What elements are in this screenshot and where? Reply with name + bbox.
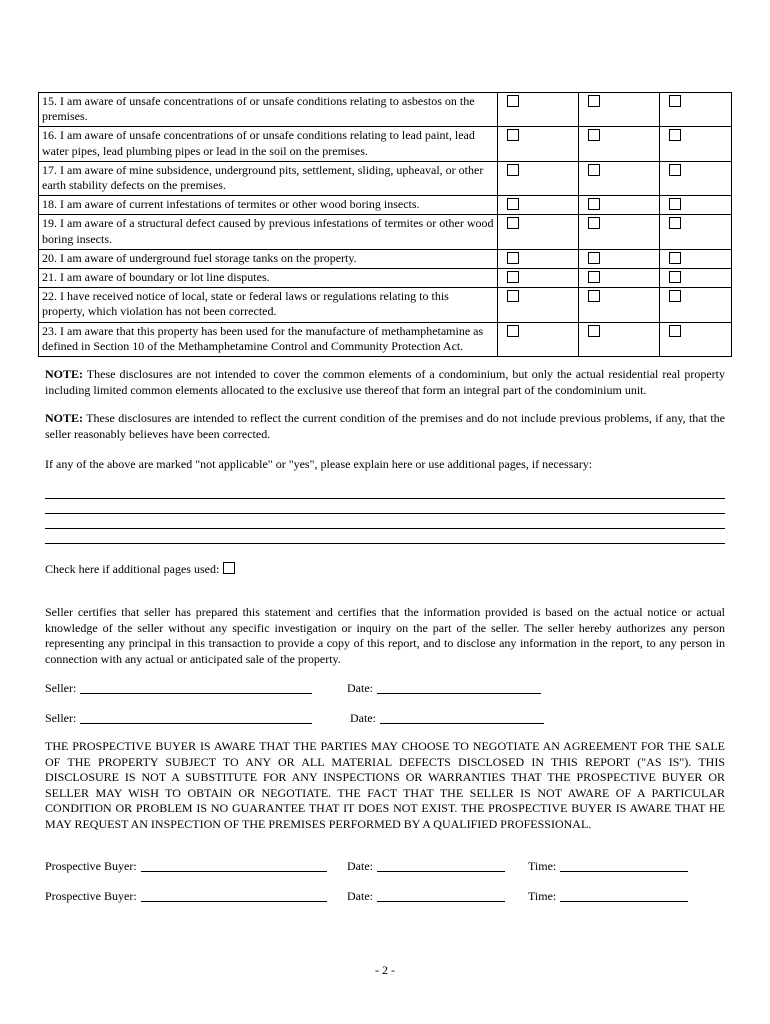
answer-cell-no xyxy=(579,288,660,322)
answer-cell-na xyxy=(660,215,732,249)
buyer-signature-field[interactable] xyxy=(141,890,327,902)
question-number: 23. xyxy=(42,323,57,338)
disclosure-row xyxy=(39,215,732,249)
buyer-time-field[interactable] xyxy=(560,860,688,872)
answer-checkbox-na[interactable] xyxy=(669,217,681,229)
answer-cell-yes xyxy=(498,196,579,215)
seller-certification: Seller certifies that seller has prepared this statement and certifies that the information provided is based on the actual notice or actual knowledge of the seller without any specific investigation or inquiry on the part of the seller. The seller hereby authorizes any person representing any principal in this transaction to provide a copy of this report, and to disclose any information in the report, to any person in connection with any actual or anticipated sale of the property. xyxy=(45,605,725,666)
buyer-label: Prospective Buyer: xyxy=(45,859,137,873)
answer-checkbox-yes[interactable] xyxy=(507,129,519,141)
answer-cell-yes xyxy=(498,215,579,249)
question-text: I am aware of unsafe concentrations of or unsafe conditions relating to lead paint, lead water pipes, lead plumbing pipes or lead in the soil on the premises. xyxy=(42,128,475,158)
answer-checkbox-na[interactable] xyxy=(669,198,681,210)
date-label: Date: xyxy=(350,711,376,725)
answer-checkbox-no[interactable] xyxy=(588,290,600,302)
answer-cell-na xyxy=(660,322,732,356)
explanation-line-1[interactable] xyxy=(45,498,725,499)
answer-cell-yes xyxy=(498,161,579,195)
disclosure-question xyxy=(39,215,498,249)
disclosure-row xyxy=(39,196,732,215)
disclosure-question xyxy=(39,196,498,215)
question-number: 16. xyxy=(42,128,57,143)
question-text: I am aware of a structural defect caused by previous infestations of termites or other wood boring insects. xyxy=(42,216,494,246)
answer-cell-na xyxy=(660,93,732,127)
answer-checkbox-yes[interactable] xyxy=(507,217,519,229)
answer-checkbox-yes[interactable] xyxy=(507,290,519,302)
seller-signature-field[interactable] xyxy=(80,682,312,694)
disclosure-row xyxy=(39,288,732,322)
additional-pages-row xyxy=(45,562,235,577)
question-number: 18. xyxy=(42,197,57,212)
answer-checkbox-na[interactable] xyxy=(669,290,681,302)
buyer-notice: THE PROSPECTIVE BUYER IS AWARE THAT THE PARTIES MAY CHOOSE TO NEGOTIATE AN AGREEMENT FOR THE SALE OF THE PROPERTY SUBJECT TO ANY OR ALL MATERIAL DEFECTS DISCLOSED IN THIS REPORT ("AS IS"). THIS DISCLOSURE IS NOT A SUBSTITUTE FOR ANY INSPECTIONS OR WARRANTIES THAT THE PROSPECTIVE BUYER OR SELLER MAY WISH TO OBTAIN OR NEGOTIATE. THE FACT THAT THE SELLER IS NOT AWARE OF A PARTICULAR CONDITION OR PROBLEM IS NO GUARANTEE THAT IT DOES NOT EXIST. THE PROSPECTIVE BUYER IS AWARE THAT HE MAY REQUEST AN INSPECTION OF THE PREMISES PERFORMED BY A QUALIFIED PROFESSIONAL. xyxy=(45,739,725,831)
question-text: I am aware of mine subsidence, underground pits, settlement, sliding, upheaval, or other earth stability defects on the premises. xyxy=(42,162,484,193)
question-text: I am aware that this property has been used for the manufacture of methamphetamine as defined in Section 10 of the Methamphetamine Control and Community Protection Act. xyxy=(42,323,484,353)
answer-checkbox-no[interactable] xyxy=(588,95,600,107)
answer-cell-na xyxy=(660,269,732,288)
disclosure-question xyxy=(39,322,498,356)
question-number: 22. xyxy=(42,289,57,304)
question-text: I am aware of current infestations of termites or other wood boring insects. xyxy=(60,197,420,212)
disclosure-row xyxy=(39,161,732,195)
time-label: Time: xyxy=(528,859,557,873)
date-label: Date: xyxy=(347,889,373,903)
buyer-time-row-2 xyxy=(528,889,688,904)
answer-checkbox-na[interactable] xyxy=(669,252,681,264)
question-text: I have received notice of local, state or federal laws or regulations relating to this property, which violation has not been corrected. xyxy=(42,289,449,319)
seller-label: Seller: xyxy=(45,681,77,695)
disclosure-question xyxy=(39,93,498,127)
buyer-date-row-2 xyxy=(347,889,505,904)
answer-cell-yes xyxy=(498,127,579,161)
seller-date-field[interactable] xyxy=(377,682,541,694)
answer-checkbox-yes[interactable] xyxy=(507,95,519,107)
disclosure-row xyxy=(39,93,732,127)
answer-checkbox-no[interactable] xyxy=(588,271,600,283)
answer-checkbox-yes[interactable] xyxy=(507,271,519,283)
question-text: I am aware of boundary or lot line disputes. xyxy=(60,270,270,285)
question-text: I am aware of underground fuel storage tanks on the property. xyxy=(60,250,357,265)
answer-checkbox-no[interactable] xyxy=(588,217,600,229)
seller-date-row-2 xyxy=(350,711,544,726)
buyer-signature-field[interactable] xyxy=(141,860,327,872)
answer-cell-yes xyxy=(498,288,579,322)
answer-checkbox-na[interactable] xyxy=(669,129,681,141)
answer-cell-no xyxy=(579,161,660,195)
answer-checkbox-na[interactable] xyxy=(669,164,681,176)
question-number: 21. xyxy=(42,270,57,285)
note-condominium: NOTE: These disclosures are not intended to cover the common elements of a condominium, but only the actual residential real property including limited common elements allocated to the exclusive use thereof that form an integral part of the condominium unit. xyxy=(45,367,725,397)
disclosure-row xyxy=(39,322,732,356)
answer-cell-na xyxy=(660,249,732,268)
time-label: Time: xyxy=(528,889,557,903)
answer-checkbox-no[interactable] xyxy=(588,129,600,141)
answer-cell-yes xyxy=(498,269,579,288)
disclosure-row xyxy=(39,249,732,268)
seller-label: Seller: xyxy=(45,711,77,725)
answer-cell-no xyxy=(579,93,660,127)
question-number: 20. xyxy=(42,250,57,265)
question-number: 15. xyxy=(42,94,57,108)
answer-cell-yes xyxy=(498,322,579,356)
buyer-time-row-1 xyxy=(528,859,688,874)
seller-signature-row-2 xyxy=(45,711,312,726)
answer-checkbox-no[interactable] xyxy=(588,252,600,264)
buyer-date-field[interactable] xyxy=(377,860,505,872)
question-number: 17. xyxy=(42,162,57,177)
buyer-date-field[interactable] xyxy=(377,890,505,902)
explanation-line-3[interactable] xyxy=(45,528,725,529)
answer-cell-no xyxy=(579,249,660,268)
buyer-signature-row-1 xyxy=(45,859,327,874)
answer-cell-no xyxy=(579,127,660,161)
answer-cell-no xyxy=(579,196,660,215)
additional-pages-checkbox[interactable] xyxy=(223,562,235,574)
answer-cell-na xyxy=(660,127,732,161)
question-text: I am aware of unsafe concentrations of or unsafe conditions relating to asbestos on the premises. xyxy=(42,94,475,124)
question-number: 19. xyxy=(42,216,57,231)
seller-signature-field[interactable] xyxy=(80,712,312,724)
answer-checkbox-no[interactable] xyxy=(588,325,600,337)
answer-checkbox-na[interactable] xyxy=(669,95,681,107)
page-number: - 2 - xyxy=(375,963,395,977)
answer-checkbox-yes[interactable] xyxy=(507,252,519,264)
disclosure-question xyxy=(39,127,498,161)
disclosure-question xyxy=(39,269,498,288)
explain-prompt: If any of the above are marked "not applicable" or "yes", please explain here or use additional pages, if necessary: xyxy=(45,457,593,471)
answer-cell-na xyxy=(660,161,732,195)
answer-checkbox-na[interactable] xyxy=(669,325,681,337)
buyer-signature-row-2 xyxy=(45,889,327,904)
note-current-condition: NOTE: These disclosures are intended to reflect the current condition of the premises and do not include previous problems, if any, that the seller reasonably believes have been corrected. xyxy=(45,411,725,441)
answer-cell-na xyxy=(660,196,732,215)
answer-checkbox-no[interactable] xyxy=(588,164,600,176)
seller-date-row-1 xyxy=(347,681,541,696)
answer-cell-yes xyxy=(498,93,579,127)
disclosure-question xyxy=(39,249,498,268)
disclosure-question xyxy=(39,288,498,322)
disclosure-table xyxy=(38,92,732,357)
seller-signature-row-1 xyxy=(45,681,312,696)
seller-date-field[interactable] xyxy=(380,712,544,724)
answer-cell-yes xyxy=(498,249,579,268)
buyer-date-row-1 xyxy=(347,859,505,874)
explanation-line-4[interactable] xyxy=(45,543,725,544)
answer-checkbox-no[interactable] xyxy=(588,198,600,210)
additional-pages-label: Check here if additional pages used: xyxy=(45,562,220,576)
date-label: Date: xyxy=(347,681,373,695)
disclosure-row xyxy=(39,269,732,288)
answer-checkbox-yes[interactable] xyxy=(507,325,519,337)
answer-cell-no xyxy=(579,215,660,249)
buyer-time-field[interactable] xyxy=(560,890,688,902)
answer-checkbox-na[interactable] xyxy=(669,271,681,283)
buyer-label: Prospective Buyer: xyxy=(45,889,137,903)
answer-cell-no xyxy=(579,322,660,356)
disclosure-row xyxy=(39,127,732,161)
disclosure-question xyxy=(39,161,498,195)
answer-cell-na xyxy=(660,288,732,322)
date-label: Date: xyxy=(347,859,373,873)
explanation-line-2[interactable] xyxy=(45,513,725,514)
answer-checkbox-yes[interactable] xyxy=(507,164,519,176)
answer-cell-no xyxy=(579,269,660,288)
answer-checkbox-yes[interactable] xyxy=(507,198,519,210)
